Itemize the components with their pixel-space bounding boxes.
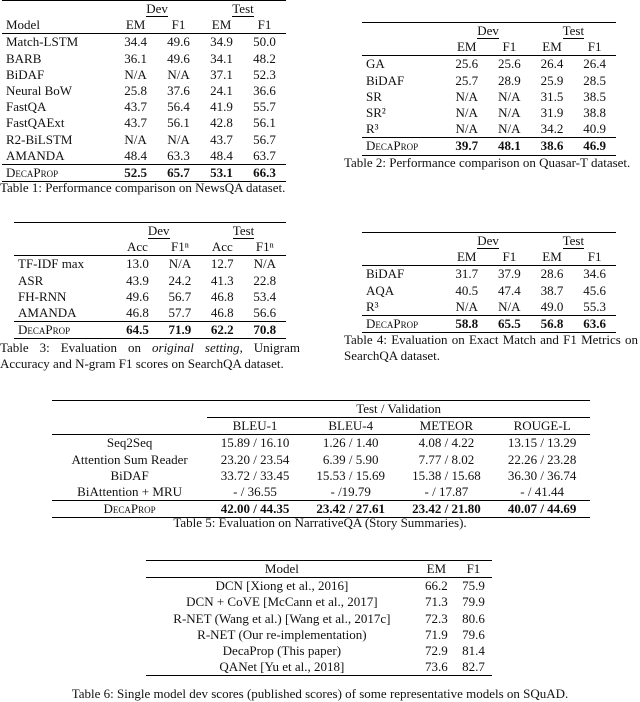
- table-6-grid: [146, 560, 492, 676]
- t5-col-header: ROUGE-L: [494, 418, 590, 435]
- table-1-grid: [2, 0, 286, 182]
- table-row-best: DecaProp 58.8 65.5 56.8 63.6: [362, 316, 616, 333]
- table-2-caption: Table 2: Performance comparison on Quasar-T dataset.: [344, 155, 631, 170]
- t3-group-test: Test: [232, 223, 255, 238]
- table-row: BARB 36.1 49.6 34.1 48.2: [6, 50, 276, 66]
- table-6: [146, 560, 492, 676]
- t3-col-header: Acc: [126, 239, 148, 255]
- t2-col-header: EM: [542, 39, 562, 55]
- table-row: R-NET (Wang et al.) [Wang et al., 2017c] 72.3 80.6: [173, 610, 485, 626]
- t3-col-header: Acc: [211, 239, 233, 255]
- table-5-grid: [52, 400, 590, 518]
- table-row: SR² N/A N/A 31.9 38.8: [366, 105, 607, 121]
- table-row: FastQA 43.7 56.4 41.9 55.7: [6, 99, 276, 115]
- table-row: DCN + CoVE [McCann et al., 2017] 71.3 79.9: [186, 594, 485, 610]
- table-row: BiDAF 31.7 37.9 28.6 34.6: [362, 266, 616, 283]
- t3-col-header: F1ⁿ: [255, 239, 274, 255]
- table-4-caption: Table 4: Evaluation on Exact Match and F1 Metrics on SearchQA dataset.: [344, 332, 638, 363]
- table-row: Attention Sum Reader 23.20 / 23.54 6.39 / 5.90 7.77 / 8.02 22.26 / 23.28: [71, 451, 577, 467]
- t2-col-header: F1: [587, 39, 602, 55]
- table-3-grid: [14, 222, 286, 339]
- t6-col-header: Model: [146, 561, 418, 578]
- table-3: [14, 222, 286, 339]
- t2-group-dev: Dev: [477, 23, 499, 38]
- table-row-best: DecaProp 64.5 71.9 62.2 70.8: [14, 322, 286, 339]
- table-row: AMANDA 46.8 57.7 46.8 56.6: [18, 305, 277, 321]
- table-row: FastQAExt 43.7 56.1 42.8 56.1: [6, 115, 276, 131]
- t1-col-header: F1: [257, 17, 272, 33]
- t6-col-header: EM: [418, 561, 455, 578]
- table-row-best: DecaProp 39.7 48.1 38.6 46.9: [362, 138, 616, 155]
- table-row: AMANDA 48.4 63.3 48.4 63.7: [6, 147, 276, 163]
- table-4: [362, 232, 616, 333]
- t1-col-header: F1: [171, 17, 186, 33]
- t6-col-header: F1: [455, 561, 492, 578]
- t4-group-test: Test: [562, 233, 585, 248]
- table-3-caption: Table 3: Evaluation on original setting, Unigram Accuracy and N-gram F1 scores on SearchQA dataset.: [0, 340, 300, 371]
- table-row: TF-IDF max 13.0 N/A 12.7 N/A: [14, 256, 286, 273]
- table-4-grid: [362, 232, 616, 333]
- table-row: R-NET (Our re-implementation) 71.9 79.6: [197, 626, 485, 642]
- t1-group-test: Test: [232, 1, 254, 16]
- table-row: DCN [Xiong et al., 2016] 66.2 75.9: [146, 578, 492, 595]
- t4-col-header: F1: [587, 249, 602, 265]
- table-row: GA 25.6 25.6 26.4 26.4: [362, 56, 616, 73]
- table-row: QANet [Yu et al., 2018] 73.6 82.7: [146, 659, 492, 676]
- table-2-grid: [362, 22, 616, 156]
- table-6-caption: Table 6: Single model dev scores (published scores) of some representative models on SQuAD.: [71, 686, 569, 701]
- t5-col-header: METEOR: [399, 418, 495, 435]
- table-row: AQA 40.5 47.4 38.7 45.6: [366, 282, 607, 298]
- t1-col-header: EM: [125, 17, 146, 33]
- t5-group: Test / Validation: [356, 401, 441, 416]
- t3-group-dev: Dev: [147, 223, 170, 238]
- table-row: Neural BoW 25.8 37.6 24.1 36.6: [6, 83, 276, 99]
- table-row: R³ N/A N/A 49.0 55.3: [366, 298, 607, 314]
- table-row: Match-LSTM 34.4 49.6 34.9 50.0: [2, 34, 286, 51]
- t4-col-header: EM: [542, 249, 562, 265]
- table-row: BiAttention + MRU - / 36.55 - /19.79 - / 17.87 - / 41.44: [77, 484, 564, 500]
- t1-col-header: EM: [211, 17, 232, 33]
- table-1: [2, 0, 286, 182]
- table-row: SR N/A N/A 31.5 38.5: [366, 88, 607, 104]
- table-row: BiDAF N/A N/A 37.1 52.3: [6, 66, 276, 82]
- table-row-best: DecaProp 52.5 65.7 53.1 66.3: [2, 165, 286, 182]
- table-5-caption: Table 5: Evaluation on NarrativeQA (Story Summaries).: [173, 515, 467, 530]
- t2-col-header: F1: [502, 39, 517, 55]
- t2-group-test: Test: [562, 23, 585, 38]
- t1-group-dev: Dev: [146, 1, 168, 16]
- table-2: [362, 22, 616, 156]
- t3-col-header: F1ⁿ: [170, 239, 189, 255]
- table-row: DecaProp (This paper) 72.9 81.4: [222, 643, 485, 659]
- table-1-caption: Table 1: Performance comparison on NewsQA dataset.: [0, 180, 286, 195]
- table-row: R³ N/A N/A 34.2 40.9: [366, 121, 607, 137]
- t4-group-dev: Dev: [477, 233, 499, 248]
- t4-col-header: F1: [502, 249, 517, 265]
- table-row: BiDAF 25.7 28.9 25.9 28.5: [366, 72, 607, 88]
- t5-col-header: BLEU-4: [303, 418, 399, 435]
- table-5: [52, 400, 590, 518]
- table-row-best: DecaProp 42.00 / 44.35 23.42 / 27.61 23.42 / 21.80 40.07 / 44.69: [52, 501, 590, 518]
- t2-col-header: EM: [456, 39, 477, 55]
- table-row: FH-RNN 49.6 56.7 46.8 53.4: [18, 288, 277, 304]
- table-row: BiDAF 33.72 / 33.45 15.53 / 15.69 15.38 / 15.68 36.30 / 36.74: [110, 467, 577, 483]
- t1-col-header: Model: [6, 17, 40, 33]
- t4-col-header: EM: [456, 249, 477, 265]
- t5-col-header: BLEU-1: [207, 418, 303, 435]
- table-row: Seq2Seq 15.89 / 16.10 1.26 / 1.40 4.08 / 4.22 13.15 / 13.29: [52, 435, 590, 452]
- table-row: ASR 43.9 24.2 41.3 22.8: [18, 272, 277, 288]
- table-row: R2-BiLSTM N/A N/A 43.7 56.7: [6, 131, 276, 147]
